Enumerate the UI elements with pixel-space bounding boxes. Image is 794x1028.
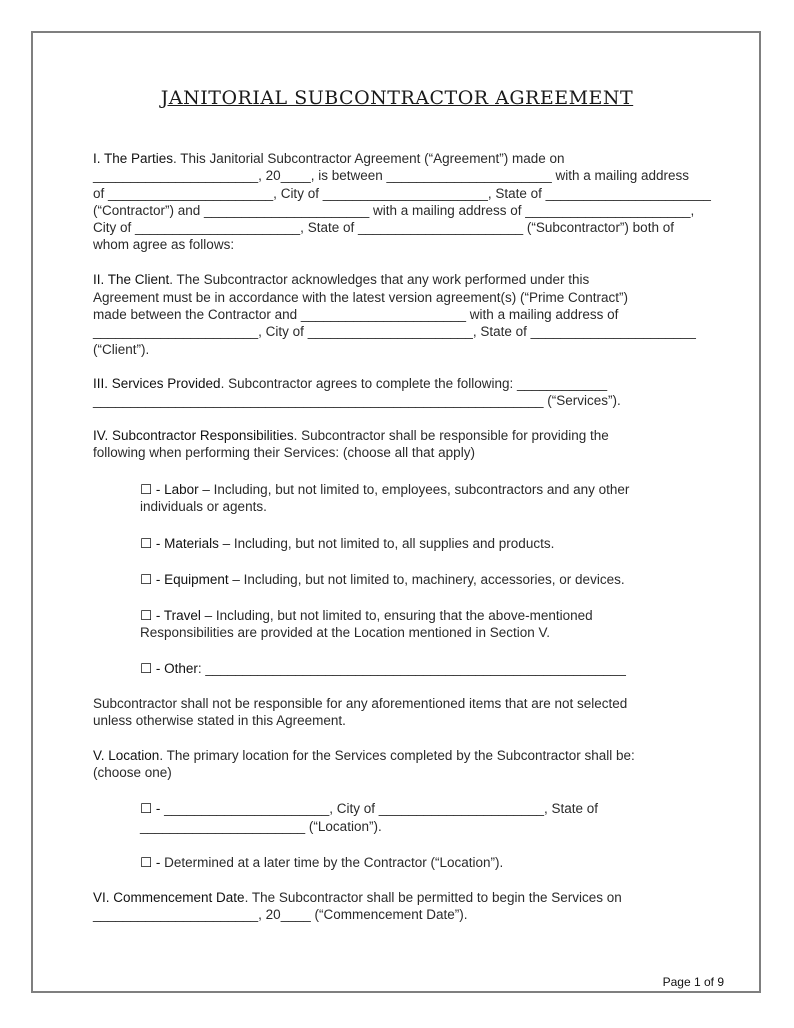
line-text: unless otherwise stated in this Agreement. <box>93 713 346 728</box>
section-line-with-heading <box>140 854 503 871</box>
line-text: of ______________________, City of ______________________, State of ______________________ <box>93 186 711 201</box>
line-text: Agreement must be in accordance with the latest version agreement(s) (“Prime Contract”) <box>93 290 628 305</box>
line-text: ____________________________________________________________ (“Services”). <box>93 393 621 408</box>
section-line-with-heading <box>140 607 593 624</box>
body-line <box>93 444 475 461</box>
section-heading: V. Location <box>93 748 160 763</box>
section-line-with-heading <box>140 535 554 552</box>
line-text: Responsibilities are provided at the Location mentioned in Section V. <box>140 625 551 640</box>
line-text: ______________________, City of ______________________, State of <box>160 801 599 816</box>
body-line <box>93 219 674 236</box>
line-text: . Subcontractor agrees to complete the following: ____________ <box>220 376 608 391</box>
body-line <box>140 624 550 641</box>
body-line <box>93 306 618 323</box>
line-text: – Including, but not limited to, employees, subcontractors and any other <box>198 482 630 497</box>
section-line-with-heading <box>140 660 626 677</box>
line-text: . This Janitorial Subcontractor Agreement (“Agreement”) made on <box>173 151 565 166</box>
section-heading: III. Services Provided <box>93 376 221 391</box>
section-line-with-heading <box>93 271 589 288</box>
line-text: ______________________, 20____ (“Commencement Date”). <box>93 907 468 922</box>
line-text: . The Subcontractor acknowledges that any work performed under this <box>169 272 590 287</box>
section-heading: II. The Client <box>93 272 170 287</box>
line-text: – Including, but not limited to, all supplies and products. <box>218 536 555 551</box>
line-text: (“Contractor”) and ______________________ with a mailing address of ______________________, <box>93 203 695 218</box>
checkbox-option-label[interactable]: ☐ - <box>140 855 161 870</box>
checkbox-option-label[interactable]: ☐ - Other <box>140 661 198 676</box>
body-line <box>93 167 689 184</box>
body-line <box>93 202 694 219</box>
line-text: ______________________ (“Location”). <box>140 819 382 834</box>
line-text: (choose one) <box>93 765 172 780</box>
checkbox-option-label[interactable]: ☐ - <box>140 801 161 816</box>
line-text: ______________________, 20____, is between ______________________ with a mailing address <box>93 168 690 183</box>
body-line <box>93 695 627 712</box>
body-line <box>140 818 382 835</box>
body-line <box>140 498 267 515</box>
body-line <box>93 236 234 253</box>
checkbox-option-label[interactable]: ☐ - Travel <box>140 608 201 623</box>
line-text: made between the Contractor and ______________________ with a mailing address of <box>93 307 619 322</box>
body-line <box>93 289 628 306</box>
line-text: Determined at a later time by the Contractor (“Location”). <box>160 855 504 870</box>
section-heading: VI. Commencement Date <box>93 890 245 905</box>
body-line <box>93 341 149 358</box>
line-text: – Including, but not limited to, ensuring that the above-mentioned <box>200 608 593 623</box>
section-line-with-heading <box>140 571 625 588</box>
body-line <box>93 392 621 409</box>
body-line <box>93 323 696 340</box>
line-text: – Including, but not limited to, machinery, accessories, or devices. <box>228 572 625 587</box>
line-text: City of ______________________, State of ______________________ (“Subcontractor”) both of <box>93 220 674 235</box>
checkbox-option-label[interactable]: ☐ - Materials <box>140 536 219 551</box>
line-text: . The Subcontractor shall be permitted to begin the Services on <box>244 890 622 905</box>
line-text: . Subcontractor shall be responsible for providing the <box>293 428 609 443</box>
section-line-with-heading <box>93 747 635 764</box>
section-line-with-heading <box>93 150 564 167</box>
section-line-with-heading <box>93 375 607 392</box>
line-text: (“Client”). <box>93 342 150 357</box>
body-line <box>93 906 468 923</box>
checkbox-option-label[interactable]: ☐ - Equipment <box>140 572 229 587</box>
line-text: individuals or agents. <box>140 499 267 514</box>
body-line <box>93 712 346 729</box>
body-line <box>93 764 172 781</box>
line-text: . The primary location for the Services completed by the Subcontractor shall be: <box>159 748 635 763</box>
section-heading: IV. Subcontractor Responsibilities <box>93 428 294 443</box>
body-line <box>93 185 711 202</box>
line-text: ______________________, City of ______________________, State of ______________________ <box>93 324 696 339</box>
section-line-with-heading <box>140 481 629 498</box>
section-line-with-heading <box>140 800 598 817</box>
page-number: Page 1 of 9 <box>662 975 724 989</box>
section-line-with-heading <box>93 427 609 444</box>
line-text: whom agree as follows: <box>93 237 235 252</box>
section-line-with-heading <box>93 889 622 906</box>
line-text: : ________________________________________________________ <box>197 661 626 676</box>
section-heading: I. The Parties <box>93 151 174 166</box>
line-text: Subcontractor shall not be responsible for any aforementioned items that are not selected <box>93 696 628 711</box>
checkbox-option-label[interactable]: ☐ - Labor <box>140 482 199 497</box>
line-text: following when performing their Services: (choose all that apply) <box>93 445 475 460</box>
document-title: JANITORIAL SUBCONTRACTOR AGREEMENT <box>160 87 634 109</box>
